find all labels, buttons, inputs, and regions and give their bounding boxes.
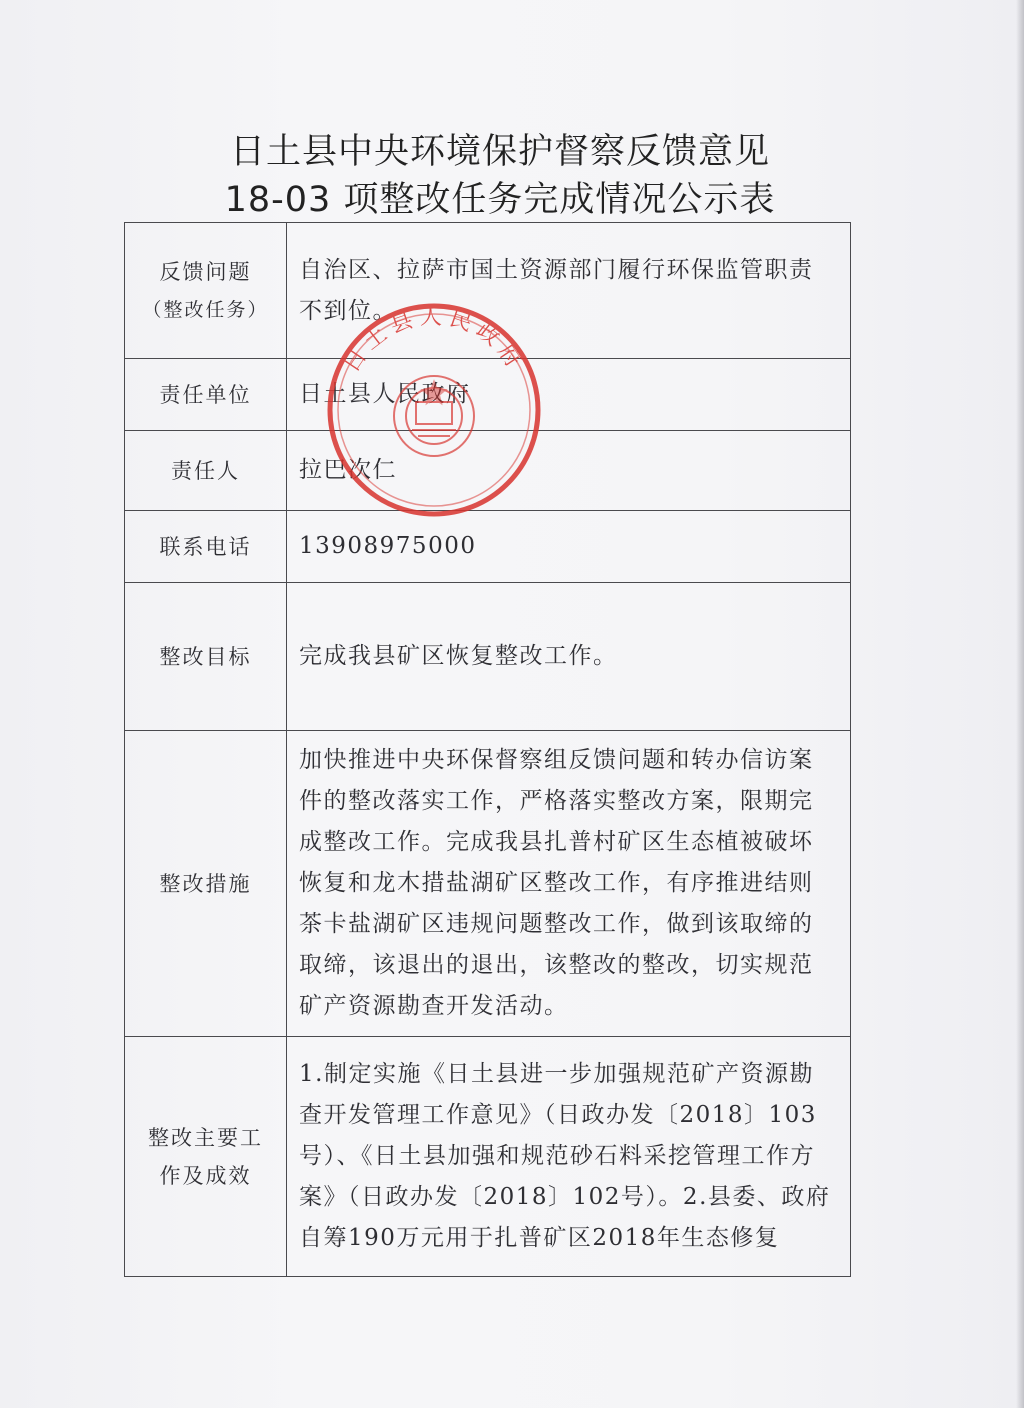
feedback-label: 反馈问题 (159, 259, 252, 284)
phone-value: 13908975000 (287, 511, 851, 583)
row-unit (125, 359, 851, 431)
row-goal (125, 583, 851, 731)
document-title-line2: 18-03 项整改任务完成情况公示表 (224, 180, 776, 220)
document-title-line1: 日土县中央环境保护督察反馈意见 (229, 132, 770, 172)
results-label: 整改主要工作及成效 (125, 1037, 287, 1277)
person-value: 拉巴次仁 (287, 431, 851, 511)
feedback-label-cell (125, 223, 287, 359)
feedback-value: 自治区、拉萨市国土资源部门履行环保监管职责不到位。 (287, 223, 851, 359)
row-results (125, 1037, 851, 1277)
person-label: 责任人 (125, 431, 287, 511)
row-person (125, 431, 851, 511)
feedback-label-sub: （整改任务） (142, 298, 269, 321)
page-edge-shadow (1016, 0, 1024, 1408)
results-value: 1.制定实施《日土县进一步加强规范矿产资源勘查开发管理工作意见》（日政办发〔2018〕103号）、《日土县加强和规范砂石料采挖管理工作方案》（日政办发〔2018〕102号）。2.县委、政府自筹190万元用于扎普矿区2018年生态修复 (287, 1037, 851, 1277)
row-phone (125, 511, 851, 583)
goal-label: 整改目标 (125, 583, 287, 731)
measures-value: 加快推进中央环保督察组反馈问题和转办信访案件的整改落实工作，严格落实整改方案，限期完成整改工作。完成我县扎普村矿区生态植被破坏恢复和龙木措盐湖矿区整改工作，有序推进结则茶卡盐湖矿区违规问题整改工作，做到该取缔的取缔，该退出的退出，该整改的整改，切实规范矿产资源勘查开发活动。 (287, 731, 851, 1037)
row-measures (125, 731, 851, 1037)
unit-label: 责任单位 (125, 359, 287, 431)
goal-value: 完成我县矿区恢复整改工作。 (287, 583, 851, 731)
phone-label: 联系电话 (125, 511, 287, 583)
unit-value: 日土县人民政府 (287, 359, 851, 431)
stamp-text: 日土县人民政府 (339, 304, 529, 377)
measures-label: 整改措施 (125, 731, 287, 1037)
disclosure-table (124, 222, 851, 1277)
row-feedback (125, 223, 851, 359)
